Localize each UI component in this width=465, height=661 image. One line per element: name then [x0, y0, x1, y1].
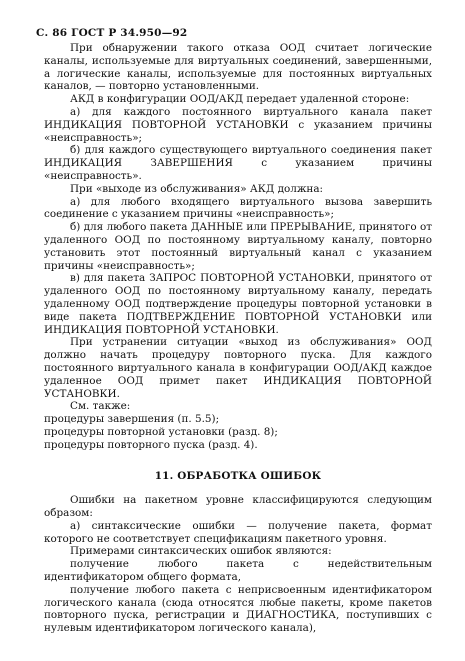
body-text: [44, 42, 432, 635]
list-item: в) для пакета ЗАПРОС ПОВТОРНОЙ УСТАНОВКИ, принятого от удаленного ООД по постоянному виртуальному каналу, передать удаленному ООД подтверждение процедуры повторной установки в виде пакета ПОДТВЕРЖДЕНИЕ ПОВТОРНОЙ УСТАНОВКИ или ИНДИКАЦИЯ ПОВТОРНОЙ УСТАНОВКИ.: [44, 272, 432, 336]
paragraph: Ошибки на пакетном уровне классифицируются следующим образом:: [44, 494, 432, 520]
list-item: а) синтаксические ошибки — получение пакета, формат которого не соответствует спецификациям пакетного уровня.: [44, 519, 432, 545]
see-also-item: процедуры повторного пуска (разд. 4).: [44, 438, 258, 451]
list-item: б) для каждого существующего виртуального соединения пакет ИНДИКАЦИЯ ЗАВЕРШЕНИЯ с указанием причины «неисправность».: [44, 144, 432, 182]
paragraph: Примерами синтаксических ошибок являются:: [70, 545, 332, 558]
paragraph: АКД в конфигурации ООД/АКД передает удаленной стороне:: [70, 93, 410, 106]
paragraph: получение любого пакета с недействительным идентификатором общего формата,: [44, 558, 432, 584]
page-header: С. 86 ГОСТ Р 34.950—92: [36, 27, 188, 39]
see-also-item: процедуры повторной установки (разд. 8);: [44, 425, 278, 438]
paragraph: При обнаружении такого отказа ООД считает логические каналы, используемые для виртуальных соединений, завершенными, а логические каналы, используемые для постоянных виртуальных каналов, — повторно установленными.: [44, 42, 432, 93]
paragraph: получение любого пакета с неприсвоенным идентификатором логического канала (сюда относятся любые пакеты, кроме пакетов повторного пуска, регистрации и ДИАГНОСТИКА, поступивших с нулевым идентификатором логического канала),: [44, 583, 432, 635]
list-item: б) для любого пакета ДАННЫЕ или ПРЕРЫВАНИЕ, принятого от удаленного ООД по постоянному виртуальному каналу, повторно установить этот постоянный виртуальный канал с указанием причины «неисправность»;: [44, 221, 432, 272]
see-also-item: процедуры завершения (п. 5.5);: [44, 413, 220, 426]
paragraph: При «выходе из обслуживания» АКД должна:: [70, 182, 324, 195]
paragraph: При устранении ситуации «выход из обслуживания» ООД должно начать процедуру повторного пуска. Для каждого постоянного виртуального канала в конфигурации ООД/АКД каждое удаленное ООД примет пакет ИНДИКАЦИЯ ПОВТОРНОЙ УСТАНОВКИ.: [44, 336, 432, 400]
section-heading: 11. ОБРАБОТКА ОШИБОК: [154, 469, 322, 482]
see-also-label: См. также:: [70, 400, 131, 413]
list-item: а) для любого входящего виртуального вызова завершить соединение с указанием причины «неисправность»;: [44, 195, 432, 221]
list-item: а) для каждого постоянного виртуального канала пакет ИНДИКАЦИЯ ПОВТОРНОЙ УСТАНОВКИ с указанием причины «неисправность»;: [44, 105, 432, 144]
